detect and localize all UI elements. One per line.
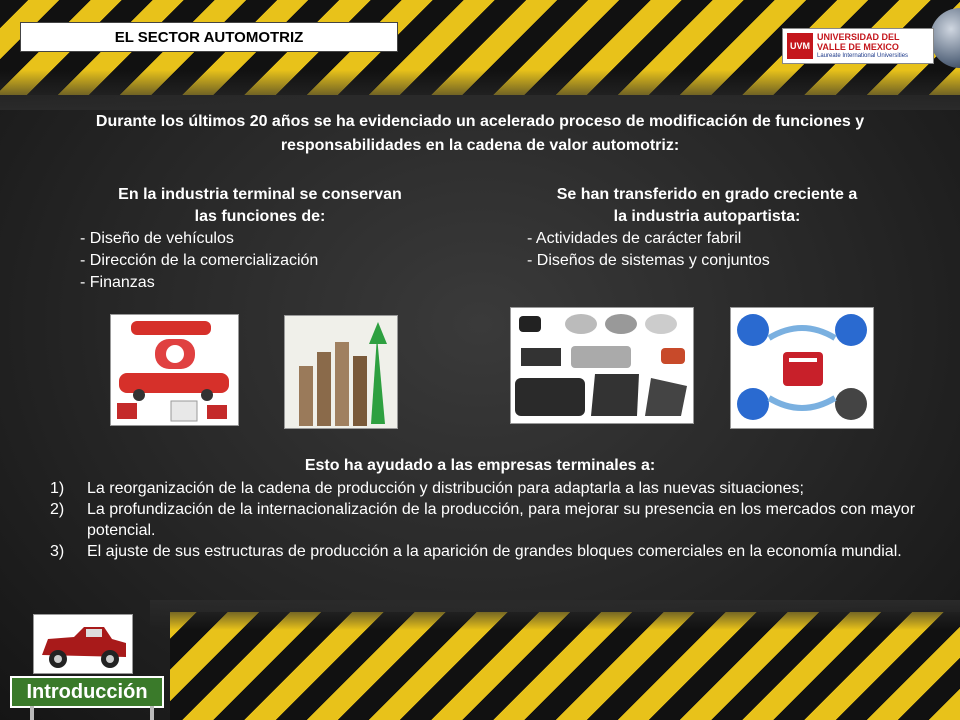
classic-car-image (33, 614, 133, 674)
list-item: 3) El ajuste de sus estructuras de producción a la aparición de grandes bloques comerciales en la economía mundial. (50, 543, 902, 560)
autoparts-heading-line2: la industria autopartista: (613, 208, 801, 225)
terminal-item: - Diseño de vehículos (80, 230, 234, 247)
auto-parts-image (510, 307, 694, 424)
supply-network-image (730, 307, 874, 429)
autoparts-item: - Actividades de carácter fabril (527, 230, 742, 247)
results-heading: Esto ha ayudado a las empresas terminales a: (304, 457, 656, 474)
autoparts-heading-line1: Se han transferido en grado creciente a (556, 186, 858, 203)
results-list (50, 478, 930, 562)
terminal-heading-line1: En la industria terminal se conservan (118, 186, 402, 203)
list-item: 2) La profundización de la internacionalización de la producción, para mejorar su presencia en los mercados con mayor potencial. (50, 501, 916, 539)
logo-mark: UVM (787, 33, 813, 59)
terminal-heading-line2: las funciones de: (194, 208, 326, 225)
autoparts-industry-column (527, 184, 887, 272)
slide-title: EL SECTOR AUTOMOTRIZ (20, 22, 398, 52)
terminal-item: - Dirección de la comercialización (80, 252, 319, 269)
logo-line1: UNIVERSIDAD DEL (817, 32, 900, 42)
coin-stacks-image (284, 315, 398, 429)
introduction-button[interactable]: Introducción (10, 676, 164, 708)
logo-line3: Laureate International Universities (817, 53, 909, 59)
terminal-industry-column (80, 184, 440, 294)
stripe-fade-bottom (150, 600, 960, 630)
sign-post-right (150, 706, 154, 720)
list-item: 1) La reorganización de la cadena de producción y distribución para adaptarla a las nuevas situaciones; (50, 480, 804, 497)
stripe-fade-top (0, 70, 960, 110)
autoparts-item: - Diseños de sistemas y conjuntos (527, 252, 770, 269)
logo-line2: VALLE DE MEXICO (817, 42, 899, 52)
intro-paragraph: Durante los últimos 20 años se ha evidenciado un acelerado proceso de modificación de funciones y responsabilidades en la cadena de valor automotriz: (95, 113, 865, 154)
university-logo (782, 28, 934, 64)
car-design-image (110, 314, 239, 426)
sign-post-left (30, 706, 34, 720)
terminal-item: - Finanzas (80, 274, 155, 291)
